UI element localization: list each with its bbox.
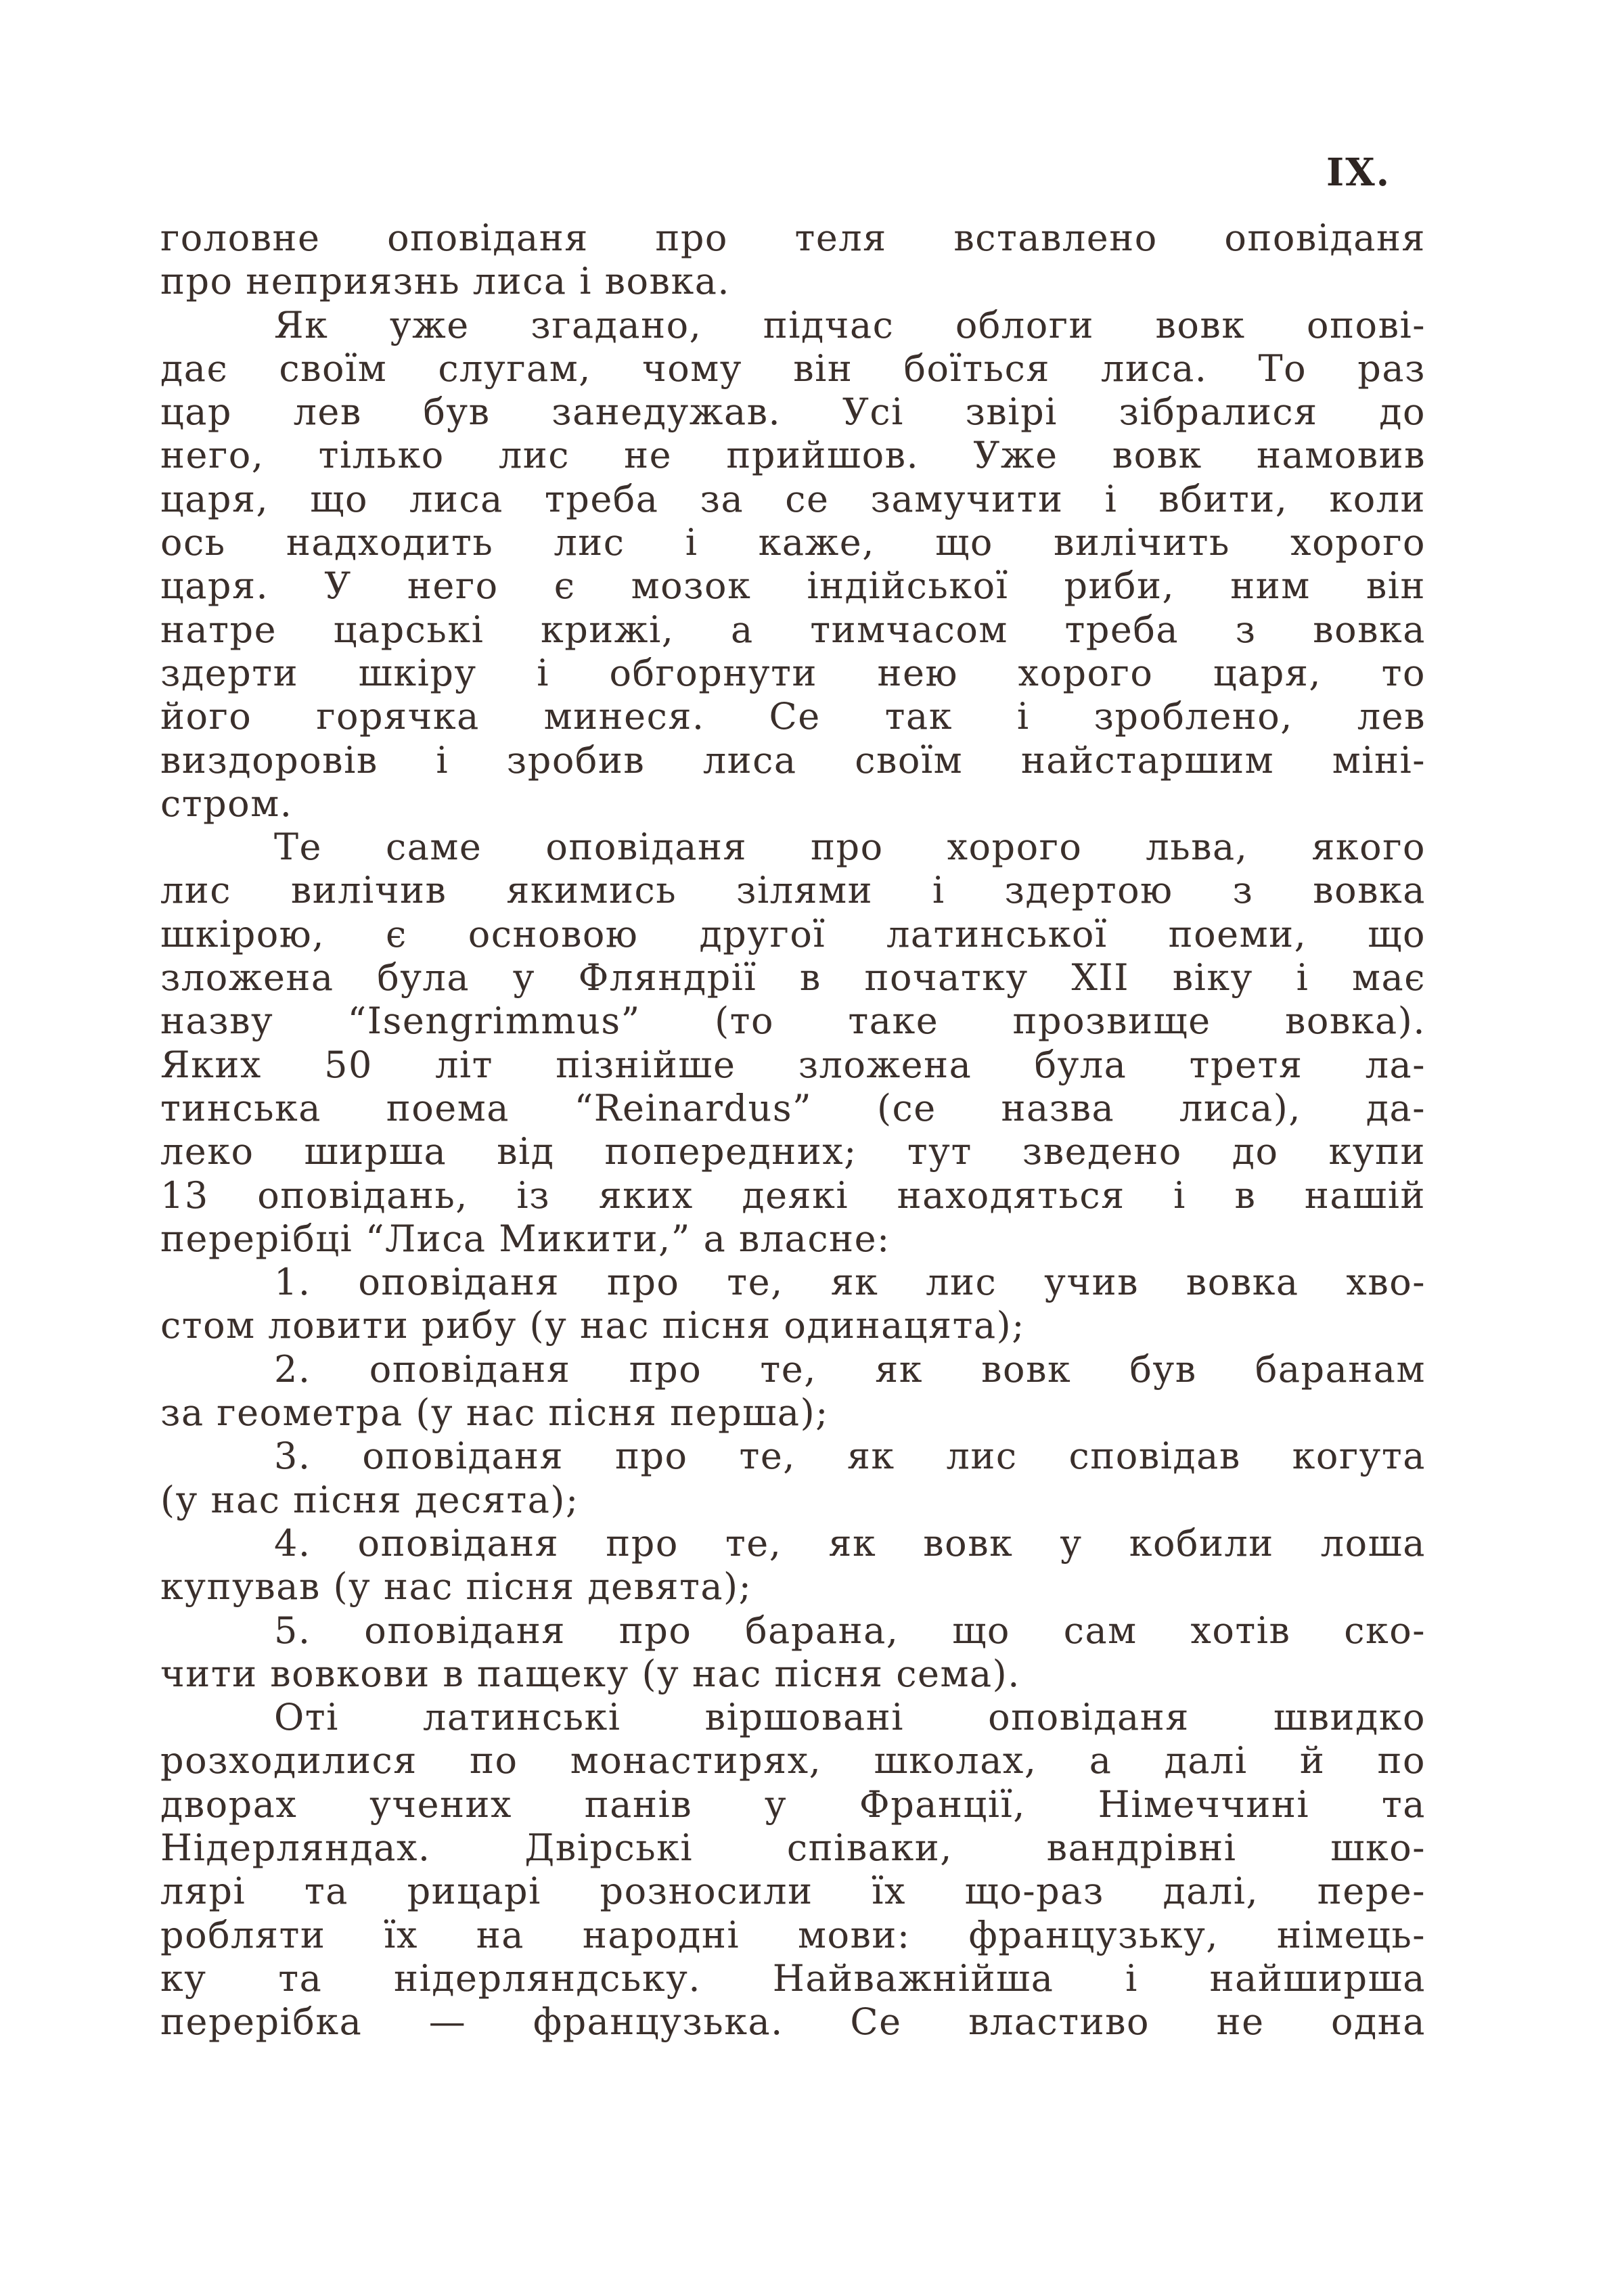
text-line: дає своїм слугам, чому він боїться лиса. То раз (160, 346, 1426, 390)
text-line: виздоровів і зробив лиса своїм найстаршим міні- (160, 738, 1426, 782)
text-line: здерти шкіру і обгорнути нею хорого царя, то (160, 651, 1426, 694)
text-line: Яких 50 літ пізнійше зложена була третя ла- (160, 1043, 1426, 1086)
text-line: царя. У него є мозок індійської риби, ним він (160, 564, 1426, 608)
text-line: леко ширша від попередних; тут зведено до купи (160, 1130, 1426, 1173)
text-line: (у нас пісня десята); (160, 1478, 579, 1521)
page-number: IX. (1326, 150, 1391, 195)
body-text (160, 217, 1426, 2044)
text-line: його горячка минеся. Се так і зроблено, лев (160, 695, 1426, 738)
text-line: за геометра (у нас пісня перша); (160, 1391, 829, 1435)
text-line: робляти їх на народні мови: французьку, німець- (160, 1913, 1426, 1956)
text-line: назву “Isengrimmus” (то таке прозвище вовка). (160, 999, 1426, 1043)
text-line: цар лев був занедужав. Усі звірі зібралися до (160, 390, 1426, 434)
text-line: 1. оповіданя про те, як лис учив вовка хво- (274, 1261, 1426, 1304)
text-line: дворах учених панів у Франції, Німеччині та (160, 1782, 1426, 1826)
text-line: тинська поема “Reinardus” (се назва лиса), да- (160, 1086, 1426, 1129)
text-line: Те саме оповіданя про хорого льва, якого (274, 826, 1426, 869)
text-line: Оті латинські віршовані оповіданя швидко (274, 1696, 1426, 1739)
text-line: лис вилічив якимись зілями і здертою з вовка (160, 869, 1426, 912)
text-line: Нідерляндах. Двірські співаки, вандрівні шко- (160, 1826, 1426, 1869)
text-line: него, тілько лис не прийшов. Уже вовк намовив (160, 434, 1426, 477)
text-line: чити вовкови в пащеку (у нас пісня сема). (160, 1652, 1020, 1695)
text-line: про неприязнь лиса і вовка. (160, 260, 731, 303)
text-line: 2. оповіданя про те, як вовк був баранам (274, 1347, 1426, 1391)
text-line: купував (у нас пісня девята); (160, 1565, 752, 1609)
text-line: натре царські крижі, а тимчасом треба з вовка (160, 608, 1426, 651)
text-line: ку та нідерляндську. Найважнійша і найширша (160, 1956, 1426, 2000)
text-line: зложена була у Фляндрії в початку XII віку і має (160, 956, 1426, 999)
text-line: перерібка — французька. Се властиво не одна (160, 2000, 1426, 2044)
text-line: ось надходить лис і каже, що вилічить хорого (160, 521, 1426, 564)
text-line: розходилися по монастирях, школах, а далі й по (160, 1739, 1426, 1782)
text-line: шкірою, є основою другої латинської поеми, що (160, 912, 1426, 956)
text-line: царя, що лиса треба за се замучити і вбити, коли (160, 477, 1426, 520)
text-line: 13 оповідань, із яких деякі находяться і в нашій (160, 1173, 1426, 1217)
text-line: перерібці “Лиса Микити,” а власне: (160, 1217, 890, 1260)
text-line: головне оповіданя про теля вставлено оповіданя (160, 217, 1426, 259)
text-line: 5. оповіданя про барана, що сам хотів ско- (274, 1609, 1426, 1652)
text-line: стом ловити рибу (у нас пісня одинацята); (160, 1304, 1025, 1347)
text-line: 3. оповіданя про те, як лис сповідав когута (274, 1435, 1426, 1478)
text-line: 4. оповіданя про те, як вовк у кобили лоша (274, 1521, 1426, 1565)
text-line: стром. (160, 782, 293, 825)
text-line: лярі та рицарі розносили їх що-раз далі, пере- (160, 1870, 1426, 1913)
text-line: Як уже згадано, підчас облоги вовк опові- (274, 303, 1426, 346)
